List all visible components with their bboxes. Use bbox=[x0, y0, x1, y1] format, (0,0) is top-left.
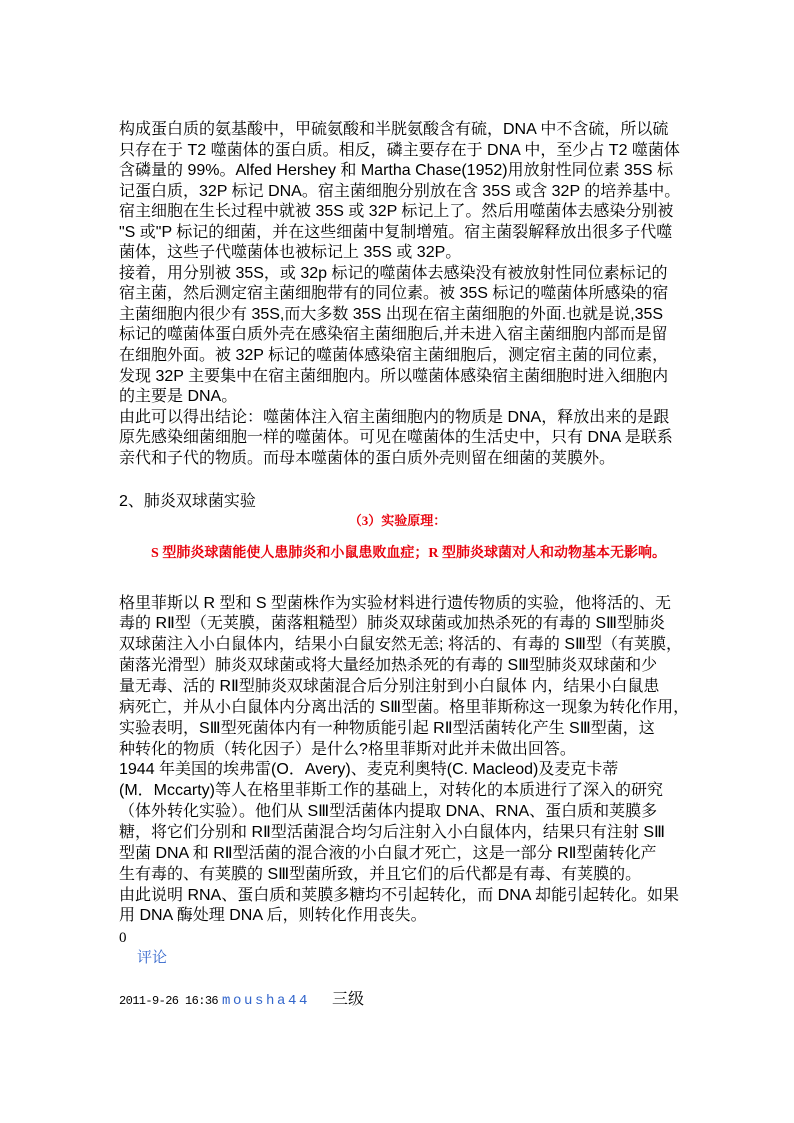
paragraph bbox=[119, 264, 680, 408]
principle-title: （3）实验原理： bbox=[348, 513, 447, 528]
text-line: 实验表明，SⅢ型死菌体内有一种物质能引起 RⅡ型活菌转化产生 SⅢ型菌，这 bbox=[119, 719, 655, 737]
text-line: 记蛋白质，32P 标记 DNA。宿主菌细胞分别放在含 35S 或含 32P 的培养基中。 bbox=[119, 182, 681, 200]
text-line: 由此说明 RNA、蛋白质和荚膜多糖均不引起转化，而 DNA 却能引起转化。如果 bbox=[119, 886, 680, 904]
text-line: 糖，将它们分别和 RⅡ型活菌混合均匀后注射入小白鼠体内，结果只有注射 SⅢ bbox=[119, 823, 666, 841]
text-line: 含磷量的 99%。Alfed Hershey 和 Martha Chase(1952)用放射性同位素 35S 标 bbox=[119, 162, 673, 180]
text-line: 菌落光滑型）肺炎双球菌或将大量经加热杀死的有毒的 SⅢ型肺炎双球菌和少 bbox=[119, 657, 658, 675]
text-line: 量无毒、活的 RⅡ型肺炎双球菌混合后分别注射到小白鼠体 内，结果小白鼠患 bbox=[119, 677, 660, 695]
text-line: 病死亡，并从小白鼠体内分离出活的 SⅢ型菌。格里菲斯称这一现象为转化作用， bbox=[119, 698, 690, 716]
text-line: 在细胞外面。被 32P 标记的噬菌体感染宿主菌细胞后，测定宿主菌的同位素， bbox=[119, 347, 669, 365]
answer-meta bbox=[119, 991, 364, 1010]
griffith-section bbox=[119, 594, 689, 928]
comment-link[interactable]: 评论 bbox=[137, 949, 168, 966]
text-line: （体外转化实验）。他们从 SⅢ型活菌体内提取 DNA、RNA、蛋白质和荚膜多 bbox=[119, 803, 658, 821]
text-line: 原先感染细菌细胞一样的噬菌体。可见在噬菌体的生活史中，只有 DNA 是联系 bbox=[119, 429, 673, 447]
text-line: 种转化的物质（转化因子）是什么?格里菲斯对此并未做出回答。 bbox=[119, 740, 576, 758]
text-line: 宿主菌，然后测定宿主菌细胞带有的同位素。被 35S 标记的噬菌体所感染的宿 bbox=[119, 285, 669, 303]
text-line: 主菌细胞内很少有 35S,而大多数 35S 出现在宿主菌细胞的外面.也就是说,35S bbox=[119, 305, 664, 323]
paragraph bbox=[119, 120, 680, 264]
text-line: (M．Mccarty)等人在格里菲斯工作的基础上，对转化的本质进行了深入的研究 bbox=[119, 782, 663, 800]
text-line: 亲代和子代的物质。而母本噬菌体的蛋白质外壳则留在细菌的荚膜外。 bbox=[119, 449, 616, 467]
paragraph bbox=[119, 594, 689, 761]
text-line: 的主要是 DNA。 bbox=[119, 388, 238, 406]
text-line: 生有毒的、有荚膜的 SⅢ型菌所致，并且它们的后代都是有毒、有荚膜的。 bbox=[119, 865, 642, 883]
text-line: 标记的噬菌体蛋白质外壳在感染宿主菌细胞后,并未进入宿主菌细胞内部而是留 bbox=[119, 326, 668, 344]
text-line: 型菌 DNA 和 RⅡ型活菌的混合液的小白鼠才死亡，这是一部分 RⅡ型菌转化产 bbox=[119, 844, 657, 862]
answer-time: 2011-9-26 16:36 bbox=[119, 994, 219, 1008]
text-line: 用 DNA 酶处理 DNA 后，则转化作用丧失。 bbox=[119, 907, 427, 925]
hershey-chase-section bbox=[119, 120, 680, 469]
text-line: 由此可以得出结论：噬菌体注入宿主菌细胞内的物质是 DNA，释放出来的是跟 bbox=[119, 408, 670, 426]
text-line: 1944 年美国的埃弗雷(O．Avery)、麦克利奥特(C. Macleod)及麦克卡蒂 bbox=[119, 761, 619, 779]
text-line: 发现 32P 主要集中在宿主菌细胞内。所以噬菌体感染宿主菌细胞时进入细胞内 bbox=[119, 367, 669, 385]
user-level: 三级 bbox=[332, 991, 365, 1008]
text-line: 双球菌注入小白鼠体内，结果小白鼠安然无恙; 将活的、有毒的 SⅢ型（有荚膜， bbox=[119, 636, 683, 654]
text-line: 构成蛋白质的氨基酸中，甲硫氨酸和半胱氨酸含有硫，DNA 中不含硫，所以硫 bbox=[119, 121, 669, 138]
text-line: 宿主细胞在生长过程中就被 35S 或 32P 标记上了。然后用噬菌体去感染分别被 bbox=[119, 203, 674, 221]
paragraph bbox=[119, 886, 689, 928]
paragraph bbox=[119, 408, 680, 470]
username-link[interactable]: mousha44 bbox=[222, 993, 311, 1009]
text-line: 毒的 RⅡ型（无荚膜，菌落粗糙型）肺炎双球菌或加热杀死的有毒的 SⅢ型肺炎 bbox=[119, 615, 666, 633]
text-line: 只存在于 T2 噬菌体的蛋白质。相反，磷主要存在于 DNA 中，至少占 T2 噬菌体 bbox=[119, 141, 680, 159]
text-line: 格里菲斯以 R 型和 S 型菌株作为实验材料进行遗传物质的实验，他将活的、无 bbox=[119, 594, 672, 612]
paragraph bbox=[119, 760, 689, 885]
text-line: "S 或"P 标记的细菌，并在这些细菌中复制增殖。宿主菌裂解释放出很多子代噬 bbox=[119, 223, 673, 241]
principle-text: S 型肺炎球菌能使人患肺炎和小鼠患败血症；R 型肺炎球菌对人和动物基本无影响。 bbox=[151, 546, 666, 561]
comment-count: 0 bbox=[119, 930, 127, 946]
section-heading: 2、肺炎双球菌实验 bbox=[119, 493, 256, 510]
text-line: 接着，用分别被 35S，或 32p 标记的噬菌体去感染没有被放射性同位素标记的 bbox=[119, 264, 668, 282]
text-line: 菌体，这些子代噬菌体也被标记上 35S 或 32P。 bbox=[119, 244, 462, 262]
